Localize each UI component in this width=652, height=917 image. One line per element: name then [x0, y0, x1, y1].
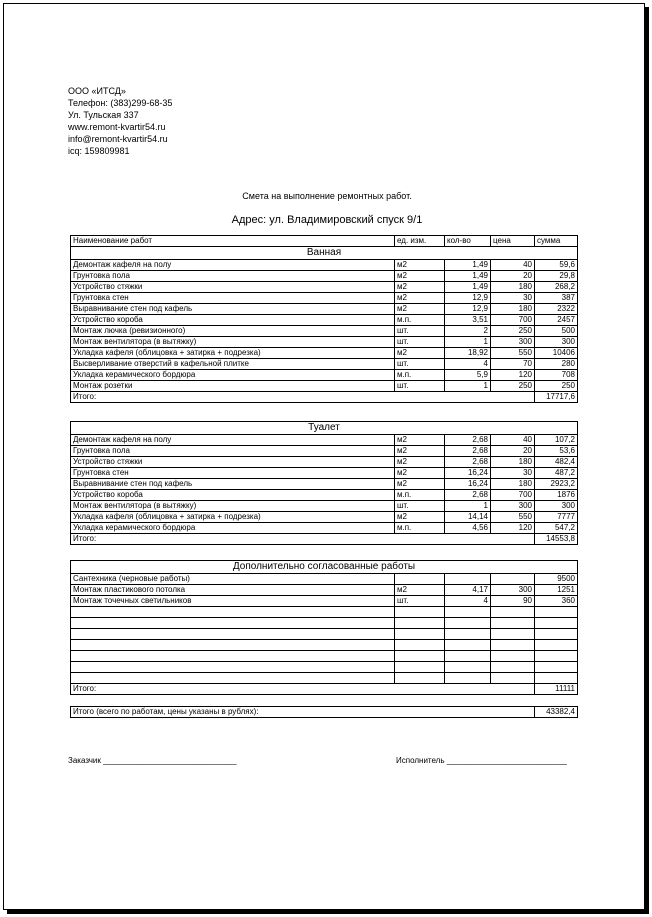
contractor-signature: Исполнитель ___________________________ [396, 756, 567, 765]
cell-unit: м2 [395, 446, 445, 457]
cell-price [491, 629, 535, 640]
cell-work-name [71, 673, 395, 684]
table-row [71, 479, 578, 490]
cell-work-name: Монтаж вентилятора (в вытяжку) [71, 337, 395, 348]
cell-price: 40 [491, 260, 535, 271]
cell-unit: м2 [395, 435, 445, 446]
cell-sum: 59,6 [535, 260, 578, 271]
cell-quantity [445, 651, 491, 662]
cell-work-name: Грунтовка стен [71, 468, 395, 479]
col-header-unit: ед. изм. [395, 236, 445, 247]
cell-quantity: 18,92 [445, 348, 491, 359]
extra-works-table [70, 560, 578, 695]
total-label: Итого: [71, 534, 535, 545]
cell-price [491, 574, 535, 585]
total-row [71, 534, 578, 545]
cell-quantity: 2,68 [445, 446, 491, 457]
cell-work-name [71, 651, 395, 662]
cell-sum: 387 [535, 293, 578, 304]
table-row [71, 662, 578, 673]
cell-unit: шт. [395, 337, 445, 348]
cell-sum [535, 640, 578, 651]
cell-sum: 10406 [535, 348, 578, 359]
toilet-table [70, 421, 578, 545]
cell-price [491, 662, 535, 673]
grand-total-row [71, 707, 578, 718]
table-row [71, 435, 578, 446]
cell-sum [535, 607, 578, 618]
cell-quantity: 16,24 [445, 468, 491, 479]
cell-quantity: 1,49 [445, 271, 491, 282]
cell-sum [535, 662, 578, 673]
table-row [71, 348, 578, 359]
table-row [71, 293, 578, 304]
table-row [71, 260, 578, 271]
cell-work-name: Укладка кафеля (облицовка + затирка + подрезка) [71, 348, 395, 359]
customer-signature: Заказчик ______________________________ [68, 756, 237, 765]
cell-work-name: Монтаж точечных светильников [71, 596, 395, 607]
cell-unit [395, 574, 445, 585]
cell-unit: м2 [395, 512, 445, 523]
section-title-row [71, 561, 578, 574]
cell-work-name: Высверливание отверстий в кафельной плитке [71, 359, 395, 370]
document-title: Смета на выполнение ремонтных работ. [242, 191, 412, 201]
table-row [71, 523, 578, 534]
col-header-name: Наименование работ [71, 236, 395, 247]
cell-price: 250 [491, 381, 535, 392]
table-row [71, 359, 578, 370]
cell-work-name: Выравнивание стен под кафель [71, 479, 395, 490]
cell-price [491, 651, 535, 662]
cell-sum: 708 [535, 370, 578, 381]
company-address: Ул. Тульская 337 [68, 110, 139, 120]
address-title: Адрес: ул. Владимировский спуск 9/1 [231, 214, 423, 226]
cell-price: 550 [491, 512, 535, 523]
cell-sum: 500 [535, 326, 578, 337]
table-row [71, 457, 578, 468]
cell-price [491, 640, 535, 651]
company-email: info@remont-kvartir54.ru [68, 134, 168, 144]
table-row [71, 512, 578, 523]
cell-work-name: Устройство стяжки [71, 457, 395, 468]
cell-sum: 1251 [535, 585, 578, 596]
cell-price: 180 [491, 457, 535, 468]
cell-unit [395, 618, 445, 629]
cell-sum: 482,4 [535, 457, 578, 468]
cell-unit [395, 651, 445, 662]
cell-quantity [445, 618, 491, 629]
cell-price: 700 [491, 490, 535, 501]
cell-sum [535, 673, 578, 684]
table-row [71, 337, 578, 348]
cell-unit [395, 607, 445, 618]
cell-sum: 53,6 [535, 446, 578, 457]
cell-price: 30 [491, 468, 535, 479]
section-title-extra: Дополнительно согласованные работы [71, 561, 578, 574]
cell-price: 180 [491, 304, 535, 315]
cell-sum: 250 [535, 381, 578, 392]
cell-work-name: Грунтовка пола [71, 271, 395, 282]
cell-work-name: Монтаж вентилятора (в вытяжку) [71, 501, 395, 512]
total-label: Итого: [71, 684, 535, 695]
cell-price: 70 [491, 359, 535, 370]
cell-work-name: Монтаж лючка (ревизионного) [71, 326, 395, 337]
total-label: Итого: [71, 392, 535, 403]
cell-quantity: 14,14 [445, 512, 491, 523]
table-row [71, 629, 578, 640]
table-row [71, 501, 578, 512]
section-title-bathroom: Ванная [71, 247, 578, 260]
cell-price: 700 [491, 315, 535, 326]
company-header [68, 85, 172, 157]
cell-quantity: 1,49 [445, 282, 491, 293]
cell-unit: шт. [395, 326, 445, 337]
cell-quantity: 2,68 [445, 457, 491, 468]
cell-sum: 7777 [535, 512, 578, 523]
table-row [71, 574, 578, 585]
cell-quantity: 4 [445, 359, 491, 370]
cell-unit: м2 [395, 282, 445, 293]
cell-unit: м.п. [395, 490, 445, 501]
cell-quantity: 1,49 [445, 260, 491, 271]
cell-price: 120 [491, 370, 535, 381]
cell-quantity [445, 607, 491, 618]
cell-quantity: 1 [445, 381, 491, 392]
total-row [71, 684, 578, 695]
cell-unit: м2 [395, 304, 445, 315]
cell-quantity: 2,68 [445, 490, 491, 501]
col-header-qty: кол-во [445, 236, 491, 247]
cell-work-name: Выравнивание стен под кафель [71, 304, 395, 315]
table-row [71, 315, 578, 326]
cell-work-name: Укладка керамического бордюра [71, 370, 395, 381]
total-value: 14553,8 [535, 534, 578, 545]
cell-unit: шт. [395, 596, 445, 607]
cell-price [491, 618, 535, 629]
cell-work-name [71, 607, 395, 618]
company-icq: icq: 159809981 [68, 146, 130, 156]
grand-total-value: 43382,4 [535, 707, 578, 718]
cell-unit: м2 [395, 585, 445, 596]
cell-work-name: Укладка керамического бордюра [71, 523, 395, 534]
cell-unit: м2 [395, 457, 445, 468]
table-row [71, 468, 578, 479]
cell-price: 250 [491, 326, 535, 337]
company-phone: Телефон: (383)299-68-35 [68, 98, 173, 108]
cell-unit: м2 [395, 468, 445, 479]
cell-price: 120 [491, 523, 535, 534]
cell-unit: м.п. [395, 315, 445, 326]
table-row [71, 651, 578, 662]
cell-quantity: 12,9 [445, 293, 491, 304]
table-row [71, 673, 578, 684]
cell-quantity [445, 673, 491, 684]
table-row [71, 607, 578, 618]
company-name: ООО «ИТСД» [68, 86, 126, 96]
cell-unit [395, 640, 445, 651]
cell-work-name: Устройство короба [71, 315, 395, 326]
cell-sum: 300 [535, 501, 578, 512]
total-value: 17717,6 [535, 392, 578, 403]
cell-quantity [445, 662, 491, 673]
cell-quantity: 12,9 [445, 304, 491, 315]
cell-unit [395, 673, 445, 684]
cell-unit: м2 [395, 293, 445, 304]
table-row [71, 271, 578, 282]
table-row [71, 585, 578, 596]
table-row [71, 381, 578, 392]
cell-work-name [71, 640, 395, 651]
col-header-sum: сумма [535, 236, 578, 247]
cell-price: 300 [491, 501, 535, 512]
total-row [71, 392, 578, 403]
table-row [71, 596, 578, 607]
cell-unit: шт. [395, 359, 445, 370]
cell-price: 300 [491, 585, 535, 596]
cell-price: 20 [491, 271, 535, 282]
cell-sum: 268,2 [535, 282, 578, 293]
col-header-price: цена [491, 236, 535, 247]
cell-unit: шт. [395, 501, 445, 512]
section-title-row [71, 422, 578, 435]
cell-work-name: Сантехника (черновые работы) [71, 574, 395, 585]
cell-work-name: Демонтаж кафеля на полу [71, 435, 395, 446]
table-row [71, 618, 578, 629]
table-row [71, 446, 578, 457]
cell-quantity: 5,9 [445, 370, 491, 381]
cell-work-name [71, 629, 395, 640]
company-website: www.remont-kvartir54.ru [68, 122, 166, 132]
cell-quantity: 1 [445, 501, 491, 512]
cell-quantity: 4,56 [445, 523, 491, 534]
cell-sum: 2923,2 [535, 479, 578, 490]
cell-sum: 487,2 [535, 468, 578, 479]
bathroom-table [70, 235, 578, 403]
cell-quantity: 4 [445, 596, 491, 607]
cell-price: 30 [491, 293, 535, 304]
cell-sum: 2457 [535, 315, 578, 326]
section-title-row [71, 247, 578, 260]
grand-total-label: Итого (всего по работам, цены указаны в рублях): [71, 707, 535, 718]
cell-quantity [445, 629, 491, 640]
cell-quantity: 2 [445, 326, 491, 337]
cell-unit: м2 [395, 348, 445, 359]
document-page [3, 3, 645, 910]
cell-unit: м2 [395, 271, 445, 282]
grand-total-table [70, 706, 578, 718]
cell-price: 90 [491, 596, 535, 607]
column-header-row [71, 236, 578, 247]
cell-unit: шт. [395, 381, 445, 392]
table-row [71, 370, 578, 381]
cell-work-name: Монтаж пластикового потолка [71, 585, 395, 596]
cell-unit: м2 [395, 260, 445, 271]
table-row [71, 282, 578, 293]
cell-price: 300 [491, 337, 535, 348]
cell-unit [395, 629, 445, 640]
cell-sum: 1876 [535, 490, 578, 501]
cell-price: 180 [491, 282, 535, 293]
cell-quantity: 16,24 [445, 479, 491, 490]
cell-sum [535, 618, 578, 629]
table-row [71, 326, 578, 337]
cell-unit [395, 662, 445, 673]
cell-quantity [445, 640, 491, 651]
cell-work-name: Устройство стяжки [71, 282, 395, 293]
cell-unit: м.п. [395, 370, 445, 381]
table-row [71, 304, 578, 315]
total-value: 11111 [535, 684, 578, 695]
cell-sum: 9500 [535, 574, 578, 585]
cell-sum: 300 [535, 337, 578, 348]
cell-work-name: Демонтаж кафеля на полу [71, 260, 395, 271]
cell-sum: 29,8 [535, 271, 578, 282]
cell-quantity: 3,51 [445, 315, 491, 326]
cell-price [491, 673, 535, 684]
cell-work-name [71, 618, 395, 629]
cell-quantity: 4,17 [445, 585, 491, 596]
cell-quantity [445, 574, 491, 585]
cell-work-name [71, 662, 395, 673]
table-row [71, 640, 578, 651]
cell-work-name: Грунтовка стен [71, 293, 395, 304]
cell-sum: 547,2 [535, 523, 578, 534]
cell-sum: 280 [535, 359, 578, 370]
cell-work-name: Устройство короба [71, 490, 395, 501]
cell-sum: 360 [535, 596, 578, 607]
cell-unit: м2 [395, 479, 445, 490]
cell-price: 20 [491, 446, 535, 457]
cell-sum [535, 651, 578, 662]
cell-sum [535, 629, 578, 640]
section-title-toilet: Туалет [71, 422, 578, 435]
table-row [71, 490, 578, 501]
cell-price: 40 [491, 435, 535, 446]
cell-work-name: Грунтовка пола [71, 446, 395, 457]
cell-quantity: 2,68 [445, 435, 491, 446]
cell-price: 550 [491, 348, 535, 359]
cell-price: 180 [491, 479, 535, 490]
cell-sum: 107,2 [535, 435, 578, 446]
cell-sum: 2322 [535, 304, 578, 315]
cell-quantity: 1 [445, 337, 491, 348]
cell-work-name: Укладка кафеля (облицовка + затирка + подрезка) [71, 512, 395, 523]
cell-unit: м.п. [395, 523, 445, 534]
cell-price [491, 607, 535, 618]
cell-work-name: Монтаж розетки [71, 381, 395, 392]
